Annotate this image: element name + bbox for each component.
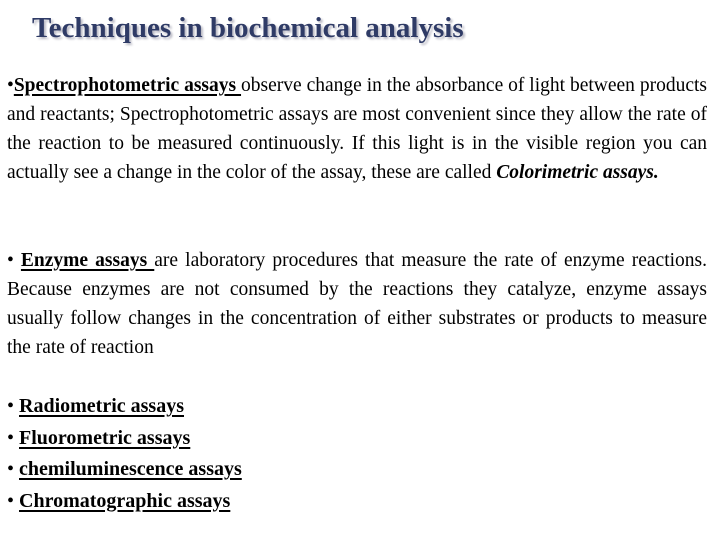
bullet: • — [7, 489, 15, 512]
colorimetric-term: Colorimetric assays. — [496, 162, 659, 183]
bullet: • — [7, 75, 14, 96]
list-item — [7, 454, 242, 486]
enzyme-term: Enzyme assays — [20, 250, 155, 271]
spectrophotometric-term: Spectrophotometric assays — [13, 75, 242, 96]
list-item — [7, 423, 242, 455]
bullet: • — [7, 426, 15, 449]
chromatographic-assays: Chromatographic assays — [19, 489, 231, 512]
fluorometric-assays: Fluorometric assays — [19, 426, 191, 449]
enzyme-paragraph — [7, 246, 707, 362]
enzyme-text: are laboratory procedures that measure the rate of enzyme reactions. Because enzymes are not consumed by the reactions they catalyze, enzyme assays usually follow changes in the concentration of either substrates or products to measure the rate of reaction — [7, 250, 707, 358]
spectrophotometric-text: observe change in the absorbance of light between products and reactants; Spectrophotometric assays are most convenient since they allow the rate of the reaction to be measured continuously. If this light is in the visible region you can actually see a change in the color of the assay, these are called — [7, 75, 707, 183]
list-item — [7, 391, 242, 423]
bullet: • — [7, 250, 14, 271]
slide-title: Techniques in biochemical analysis — [32, 12, 464, 44]
bullet: • — [7, 458, 15, 480]
chemiluminescence-assays: chemiluminescence assays — [19, 458, 242, 480]
bullet: • — [7, 395, 15, 417]
radiometric-assays: Radiometric assays — [19, 395, 184, 417]
assay-list — [7, 391, 242, 517]
spectrophotometric-paragraph — [7, 71, 707, 187]
list-item — [7, 486, 242, 518]
